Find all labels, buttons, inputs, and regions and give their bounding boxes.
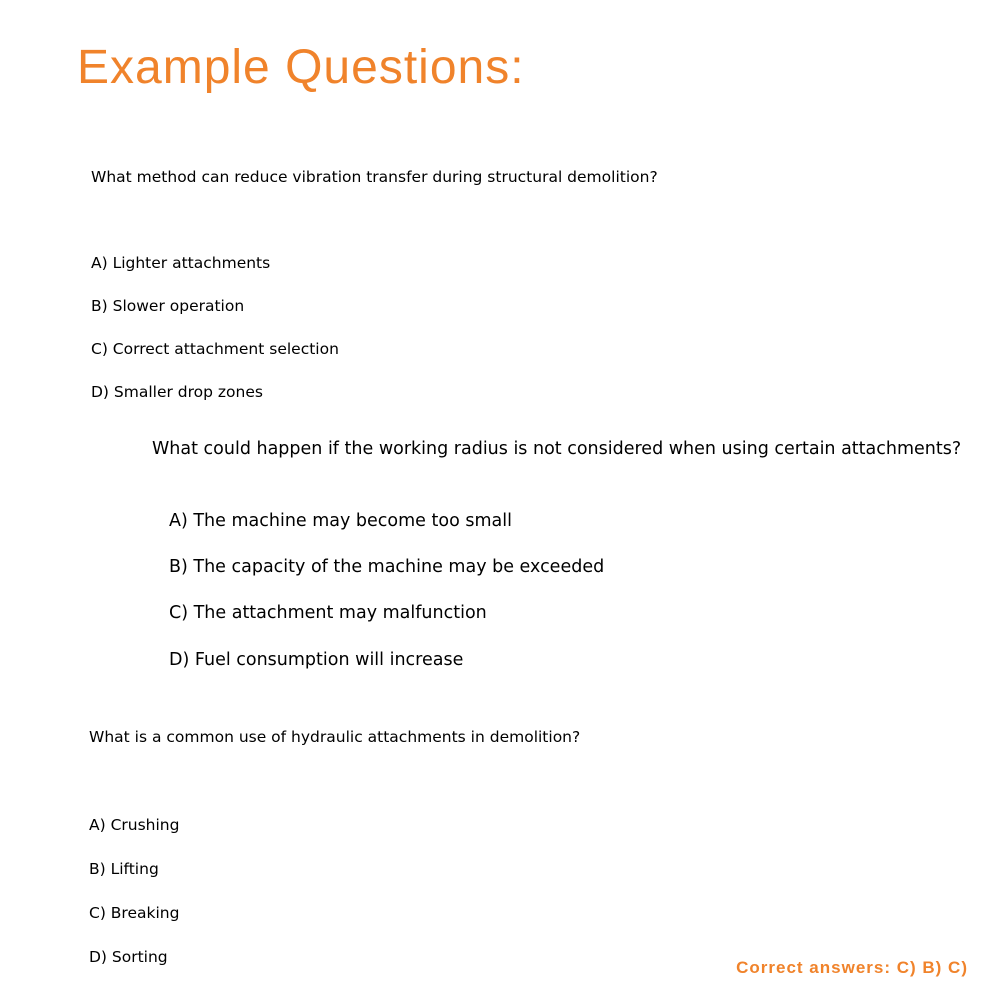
question-3-text: What is a common use of hydraulic attachments in demolition? bbox=[89, 728, 581, 746]
page-title: Example Questions: bbox=[77, 41, 525, 94]
question-3-option-c: C) Breaking bbox=[89, 904, 180, 922]
question-1-option-c: C) Correct attachment selection bbox=[91, 340, 339, 358]
question-1-option-a: A) Lighter attachments bbox=[91, 254, 271, 272]
correct-answers: Correct answers: C) B) C) bbox=[736, 958, 968, 977]
question-1-option-b: B) Slower operation bbox=[91, 297, 245, 315]
question-2-option-a: A) The machine may become too small bbox=[169, 511, 512, 531]
question-3-option-b: B) Lifting bbox=[89, 860, 159, 878]
question-3-option-d: D) Sorting bbox=[89, 948, 168, 966]
question-2-text: What could happen if the working radius is not considered when using certain attachments? bbox=[152, 439, 962, 459]
question-1-text: What method can reduce vibration transfer during structural demolition? bbox=[91, 168, 658, 186]
question-2-option-b: B) The capacity of the machine may be exceeded bbox=[169, 557, 605, 577]
question-3-option-a: A) Crushing bbox=[89, 816, 180, 834]
question-1-option-d: D) Smaller drop zones bbox=[91, 383, 263, 401]
question-2-option-c: C) The attachment may malfunction bbox=[169, 603, 487, 623]
question-2-option-d: D) Fuel consumption will increase bbox=[169, 650, 464, 670]
